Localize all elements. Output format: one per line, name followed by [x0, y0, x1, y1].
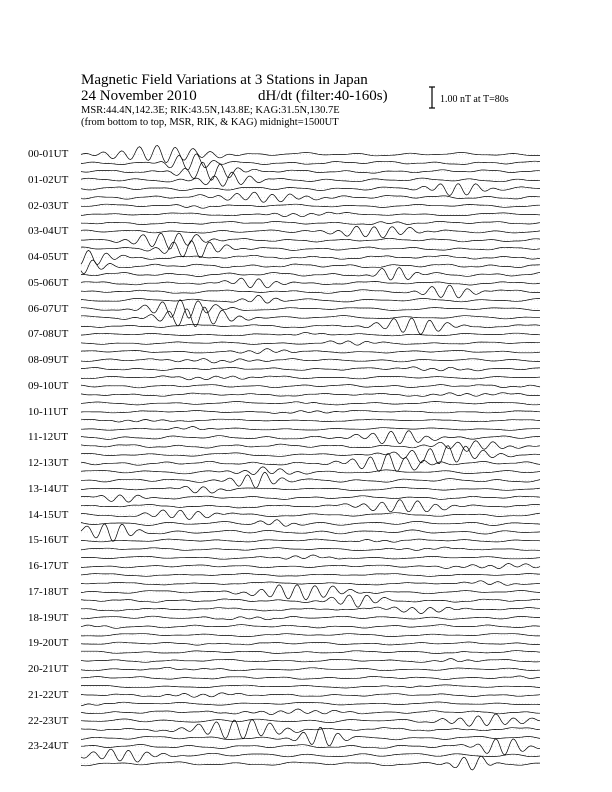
- hour-label-21-22UT: 21-22UT: [28, 688, 69, 701]
- hour-label-11-12UT: 11-12UT: [28, 431, 68, 444]
- trace-19-20UT-RIK: [81, 651, 540, 654]
- hour-label-23-24UT: 23-24UT: [28, 740, 69, 753]
- grid-lines: [81, 154, 540, 763]
- trace-21-22UT-MSR: [81, 709, 540, 715]
- hour-label-20-21UT: 20-21UT: [28, 663, 69, 675]
- hour-label-22-23UT: 22-23UT: [28, 714, 69, 727]
- trace-order-note: (from bottom to top, MSR, RIK, & KAG) midnight=1500UT: [81, 117, 339, 128]
- hour-label-15-16UT: 15-16UT: [28, 534, 69, 547]
- hour-label-04-05UT: 04-05UT: [28, 251, 69, 263]
- hour-label-10-11UT: 10-11UT: [28, 405, 68, 418]
- waveform-traces: [81, 146, 540, 771]
- trace-11-12UT-MSR: [81, 446, 540, 464]
- trace-10-11UT-RIK: [81, 419, 540, 422]
- trace-14-15UT-MSR: [81, 524, 540, 541]
- trace-11-12UT-RIK: [81, 441, 540, 452]
- quantity-filter-label: dH/dt (filter:40-160s): [258, 88, 388, 104]
- trace-20-21UT-KAG: [81, 667, 540, 671]
- trace-01-02UT-KAG: [81, 172, 540, 186]
- hour-label-08-09UT: 08-09UT: [28, 354, 69, 366]
- trace-05-06UT-RIK: [81, 285, 540, 298]
- hour-label-18-19UT: 18-19UT: [28, 611, 69, 624]
- trace-01-02UT-RIK: [81, 184, 540, 196]
- trace-04-05UT-KAG: [81, 250, 540, 264]
- station-coordinates: MSR:44.4N,142.3E; RIK:43.5N,143.8E; KAG:31.5N,130.7E: [81, 105, 340, 116]
- hour-label-01-02UT: 01-02UT: [28, 173, 69, 186]
- trace-00-01UT-KAG: [81, 146, 540, 163]
- hour-label-05-06UT: 05-06UT: [28, 276, 69, 289]
- trace-12-13UT-KAG: [81, 454, 540, 472]
- hour-label-00-01UT: 00-01UT: [28, 148, 69, 160]
- chart-date: 24 November 2010: [81, 88, 197, 104]
- trace-02-03UT-KAG: [81, 204, 540, 208]
- hour-label-03-04UT: 03-04UT: [28, 225, 69, 238]
- trace-09-10UT-KAG: [81, 385, 540, 388]
- trace-05-06UT-MSR: [81, 295, 540, 303]
- trace-17-18UT-MSR: [81, 607, 540, 614]
- trace-22-23UT-KAG: [81, 714, 540, 726]
- trace-14-15UT-KAG: [81, 510, 540, 520]
- trace-04-05UT-RIK: [81, 260, 540, 274]
- trace-22-23UT-RIK: [81, 719, 540, 738]
- trace-21-22UT-RIK: [81, 702, 540, 706]
- trace-15-16UT-MSR: [81, 555, 540, 559]
- trace-16-17UT-MSR: [81, 581, 540, 586]
- trace-18-19UT-KAG: [81, 616, 540, 620]
- trace-08-09UT-MSR: [81, 376, 540, 380]
- hour-label-17-18UT: 17-18UT: [28, 585, 69, 598]
- trace-20-21UT-RIK: [81, 676, 540, 679]
- hour-label-13-14UT: 13-14UT: [28, 482, 69, 495]
- hour-label-07-08UT: 07-08UT: [28, 328, 69, 341]
- trace-23-24UT-MSR: [81, 756, 540, 770]
- trace-20-21UT-MSR: [81, 685, 540, 688]
- hour-label-12-13UT: 12-13UT: [28, 457, 69, 469]
- trace-18-19UT-RIK: [81, 625, 540, 629]
- trace-15-16UT-RIK: [81, 547, 540, 550]
- trace-00-01UT-RIK: [81, 154, 540, 170]
- trace-19-20UT-MSR: [81, 659, 540, 663]
- trace-13-14UT-KAG: [81, 486, 540, 493]
- trace-03-04UT-MSR: [81, 241, 540, 258]
- trace-08-09UT-KAG: [81, 359, 540, 363]
- trace-12-13UT-MSR: [81, 473, 540, 489]
- trace-03-04UT-RIK: [81, 233, 540, 249]
- scale-bar-label: 1.00 nT at T=80s: [440, 94, 509, 105]
- trace-07-08UT-MSR: [81, 349, 540, 354]
- trace-13-14UT-MSR: [81, 500, 540, 512]
- trace-12-13UT-RIK: [81, 467, 540, 475]
- hour-label-02-03UT: 02-03UT: [28, 199, 69, 212]
- trace-03-04UT-KAG: [81, 226, 540, 238]
- trace-23-24UT-KAG: [81, 739, 540, 755]
- scale-bar: [429, 87, 435, 108]
- trace-09-10UT-RIK: [81, 393, 540, 397]
- trace-10-11UT-KAG: [81, 411, 540, 414]
- trace-00-01UT-MSR: [81, 162, 540, 180]
- hour-label-16-17UT: 16-17UT: [28, 560, 69, 572]
- trace-10-11UT-MSR: [81, 427, 540, 431]
- trace-04-05UT-MSR: [81, 268, 540, 280]
- trace-23-24UT-RIK: [81, 749, 540, 762]
- chart-title: Magnetic Field Variations at 3 Stations in Japan: [81, 72, 368, 88]
- trace-17-18UT-KAG: [81, 585, 540, 600]
- hour-label-06-07UT: 06-07UT: [28, 302, 69, 315]
- trace-13-14UT-RIK: [81, 495, 540, 502]
- trace-16-17UT-KAG: [81, 564, 540, 569]
- trace-11-12UT-KAG: [81, 431, 540, 444]
- trace-07-08UT-RIK: [81, 341, 540, 345]
- trace-07-08UT-KAG: [81, 333, 540, 336]
- trace-17-18UT-RIK: [81, 595, 540, 607]
- trace-06-07UT-KAG: [81, 300, 540, 319]
- hour-label-14-15UT: 14-15UT: [28, 508, 69, 521]
- trace-06-07UT-RIK: [81, 307, 540, 327]
- hour-label-09-10UT: 09-10UT: [28, 379, 69, 392]
- trace-14-15UT-RIK: [81, 520, 540, 527]
- hour-label-19-20UT: 19-20UT: [28, 637, 69, 650]
